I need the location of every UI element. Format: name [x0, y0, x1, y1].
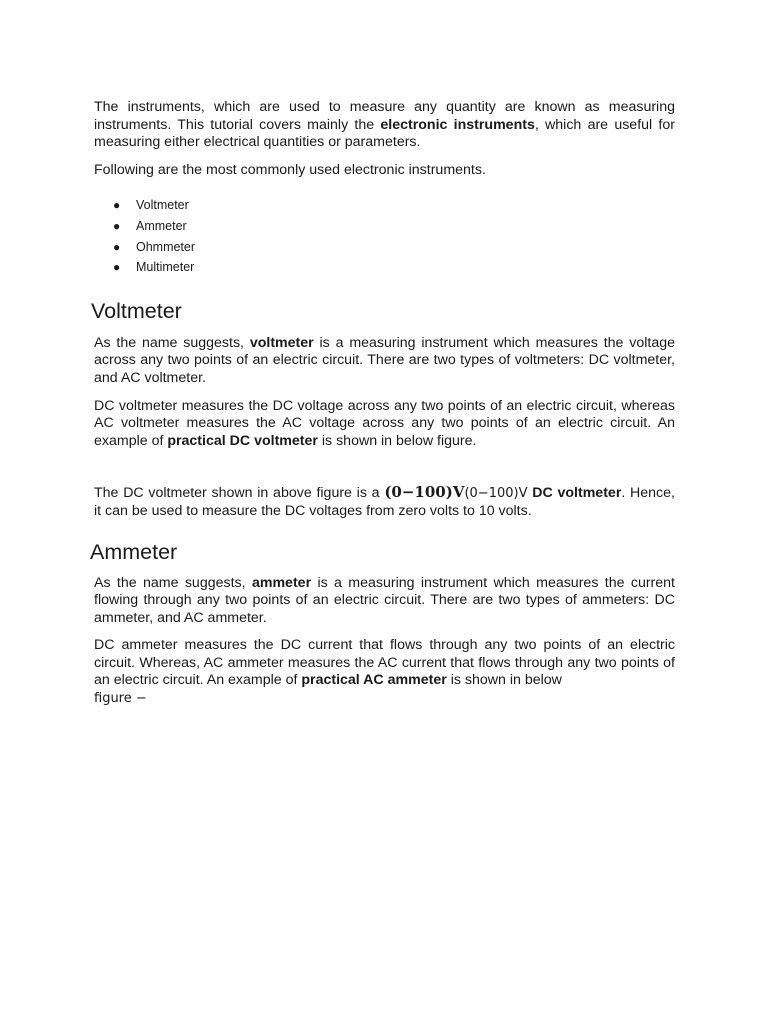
- list-item: [94, 257, 675, 278]
- list-item-label: Voltmeter: [136, 198, 189, 213]
- list-item: [94, 237, 675, 258]
- bullet-icon: ●: [113, 218, 121, 233]
- voltmeter-bold-term: voltmeter: [249, 334, 314, 351]
- dc-ammeter-paragraph: [94, 637, 675, 707]
- voltmeter-range-bold-term: DC voltmeter: [532, 485, 622, 502]
- dc-voltmeter-paragraph: [94, 398, 675, 451]
- dc-ammeter-figure-ref: figure −: [94, 691, 147, 707]
- ammeter-heading: Ammeter: [90, 539, 178, 564]
- ammeter-text-start: As the name suggests,: [94, 574, 252, 591]
- voltmeter-text-end: is a measuring instrument which measures the voltage across any two points of an electric circuit. There are two types of voltmeters: DC voltmeter, and AC voltmeter.: [94, 334, 675, 386]
- document-page: [90, 99, 676, 718]
- intro-text-end: , which are useful for measuring either electrical quantities or parameters.: [94, 116, 675, 151]
- list-item: [94, 216, 675, 237]
- ammeter-definition-paragraph: [94, 575, 675, 628]
- intro-list-lead: Following are the most commonly used electronic instruments.: [94, 161, 486, 178]
- dc-ammeter-text-start: DC ammeter measures the DC current that flows through any two points of an electric circuit. Whereas, AC ammeter measures the AC current that flows through any two points of an electric circuit. An example of: [94, 637, 675, 689]
- voltmeter-range-paragraph: [94, 484, 675, 520]
- voltmeter-range-math: (0−100)V: [384, 483, 465, 502]
- voltmeter-range-math-alt: (0−100)V: [464, 486, 528, 502]
- bullet-icon: ●: [113, 260, 121, 275]
- dc-voltmeter-bold-term: practical DC voltmeter: [167, 432, 318, 449]
- dc-ammeter-bold-term: practical AC ammeter: [301, 672, 447, 689]
- list-item-label: Ohmmeter: [136, 239, 196, 254]
- dc-ammeter-text-end: is shown in below: [446, 672, 562, 689]
- bullet-icon: ●: [113, 198, 121, 213]
- ammeter-bold-term: ammeter: [251, 574, 312, 591]
- list-item-label: Multimeter: [136, 260, 195, 275]
- voltmeter-range-text-start: The DC voltmeter shown in above figure is a: [94, 485, 385, 502]
- voltmeter-definition-paragraph: [94, 335, 675, 388]
- ammeter-text-end: is a measuring instrument which measures the current flowing through any two points of an electric circuit. There are two types of ammeters: DC ammeter, and AC ammeter.: [94, 574, 676, 626]
- intro-bold-term: electronic instruments: [380, 116, 535, 133]
- bullet-icon: ●: [113, 239, 121, 254]
- dc-voltmeter-text-start: DC voltmeter measures the DC voltage across any two points of an electric circuit, whereas AC voltmeter measures the AC voltage across any two points of an electric circuit. An example of: [94, 397, 675, 449]
- list-item-label: Ammeter: [136, 218, 187, 233]
- voltmeter-text-start: As the name suggests,: [94, 334, 250, 351]
- intro-paragraph: [94, 99, 675, 152]
- voltmeter-heading: Voltmeter: [91, 298, 182, 323]
- dc-voltmeter-text-end: is shown in below figure.: [317, 432, 477, 449]
- list-item: [94, 195, 675, 216]
- voltmeter-range-text-end: . Hence, it can be used to measure the DC voltages from zero volts to 10 volts.: [94, 485, 675, 519]
- intro-text-start: The instruments, which are used to measure any quantity are known as measuring instruments. This tutorial covers mainly the: [94, 99, 675, 133]
- instrument-list: [94, 195, 675, 277]
